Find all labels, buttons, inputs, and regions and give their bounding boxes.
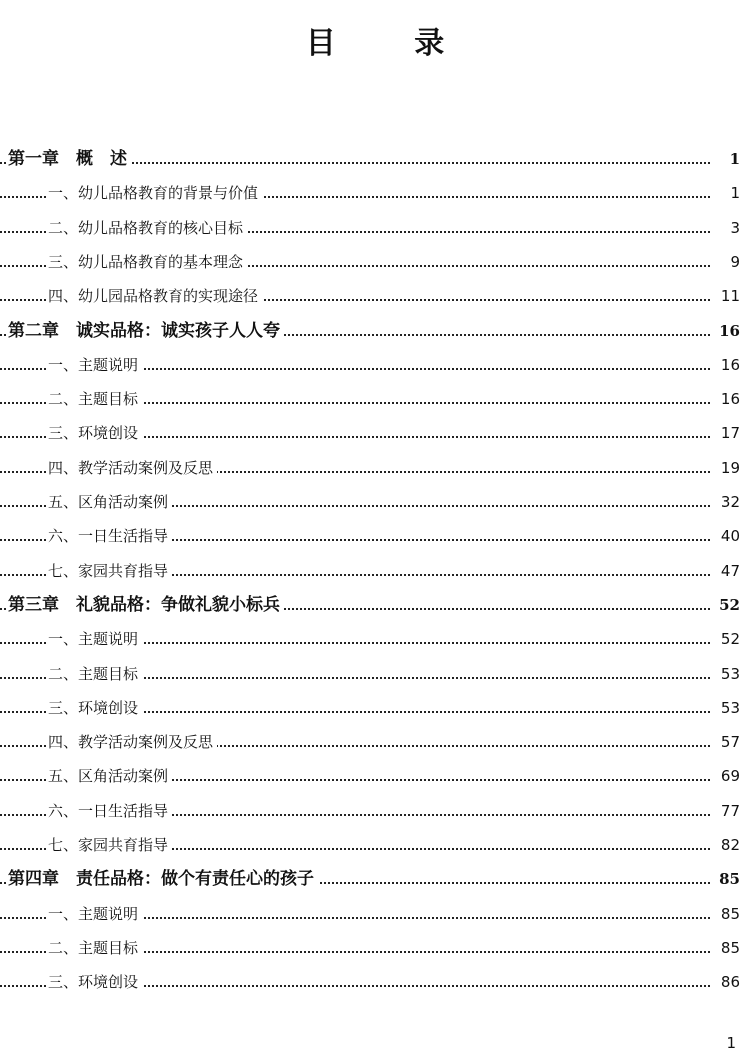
toc-entry-page: 77 bbox=[717, 794, 740, 828]
toc-entry-page: 86 bbox=[717, 965, 740, 999]
toc-entry-label: 第三章 礼貌品格：争做礼貌小标兵 bbox=[8, 588, 284, 622]
toc-section-entry[interactable] bbox=[0, 794, 750, 828]
toc-entry-label: 四、教学活动案例及反思 bbox=[48, 725, 217, 759]
toc-entry-label: 一、幼儿品格教育的背景与价值 bbox=[48, 176, 262, 210]
toc-entry-page: 53 bbox=[717, 657, 740, 691]
toc-chapter-entry[interactable] bbox=[0, 314, 750, 348]
toc-entry-label: 三、环境创设 bbox=[48, 965, 142, 999]
toc-entry-page: 53 bbox=[717, 691, 740, 725]
toc-entry-label: 二、幼儿品格教育的核心目标 bbox=[48, 211, 247, 245]
toc-entry-label: 二、主题目标 bbox=[48, 382, 142, 416]
toc-entry-page: 32 bbox=[717, 485, 740, 519]
toc-entry-label: 四、教学活动案例及反思 bbox=[48, 451, 217, 485]
page-title: 目 录 bbox=[305, 26, 479, 61]
toc-entry-page: 69 bbox=[717, 759, 740, 793]
toc-entry-label: 二、主题目标 bbox=[48, 931, 142, 965]
toc-entry-page: 16 bbox=[715, 314, 740, 348]
toc-entry-label: 一、主题说明 bbox=[48, 897, 142, 931]
toc-entry-page: 52 bbox=[717, 622, 740, 656]
toc-entry-page: 19 bbox=[717, 451, 740, 485]
toc-chapter-entry[interactable] bbox=[0, 142, 750, 176]
toc-section-entry[interactable] bbox=[0, 657, 750, 691]
toc-entry-label: 三、环境创设 bbox=[48, 691, 142, 725]
toc-entry-page: 85 bbox=[717, 931, 740, 965]
toc-section-entry[interactable] bbox=[0, 245, 750, 279]
toc-entry-label: 一、主题说明 bbox=[48, 622, 142, 656]
toc-section-entry[interactable] bbox=[0, 759, 750, 793]
page-number: 1 bbox=[726, 1034, 736, 1052]
toc-section-entry[interactable] bbox=[0, 725, 750, 759]
toc-entry-label: 第一章 概 述 bbox=[8, 142, 131, 176]
toc-chapter-entry[interactable] bbox=[0, 862, 750, 896]
toc-entry-page: 57 bbox=[717, 725, 740, 759]
toc-entry-page: 1 bbox=[726, 176, 740, 210]
toc-section-entry[interactable] bbox=[0, 348, 750, 382]
toc-section-entry[interactable] bbox=[0, 965, 750, 999]
toc-entry-page: 16 bbox=[717, 382, 740, 416]
toc-section-entry[interactable] bbox=[0, 931, 750, 965]
toc-entry-page: 85 bbox=[717, 897, 740, 931]
toc-entry-label: 一、主题说明 bbox=[48, 348, 142, 382]
toc-entry-label: 六、一日生活指导 bbox=[48, 794, 172, 828]
toc-section-entry[interactable] bbox=[0, 451, 750, 485]
toc-section-entry[interactable] bbox=[0, 176, 750, 210]
toc-section-entry[interactable] bbox=[0, 828, 750, 862]
toc-entry-page: 47 bbox=[717, 554, 740, 588]
toc-section-entry[interactable] bbox=[0, 279, 750, 313]
toc-entry-page: 40 bbox=[717, 519, 740, 553]
toc-entry-page: 3 bbox=[726, 211, 740, 245]
toc-section-entry[interactable] bbox=[0, 416, 750, 450]
toc-chapter-entry[interactable] bbox=[0, 588, 750, 622]
toc-section-entry[interactable] bbox=[0, 519, 750, 553]
toc-section-entry[interactable] bbox=[0, 382, 750, 416]
toc-section-entry[interactable] bbox=[0, 691, 750, 725]
toc-section-entry[interactable] bbox=[0, 897, 750, 931]
toc-entry-label: 七、家园共育指导 bbox=[48, 554, 172, 588]
toc-entry-label: 三、幼儿品格教育的基本理念 bbox=[48, 245, 247, 279]
toc-section-entry[interactable] bbox=[0, 622, 750, 656]
toc-entry-page: 16 bbox=[717, 348, 740, 382]
toc-entry-page: 11 bbox=[717, 279, 740, 313]
toc-entry-label: 第二章 诚实品格：诚实孩子人人夸 bbox=[8, 314, 284, 348]
toc-entry-page: 17 bbox=[717, 416, 740, 450]
toc-entry-page: 82 bbox=[717, 828, 740, 862]
toc-entry-page: 52 bbox=[715, 588, 740, 622]
toc-entry-label: 二、主题目标 bbox=[48, 657, 142, 691]
toc-entry-label: 五、区角活动案例 bbox=[48, 759, 172, 793]
toc-entry-page: 1 bbox=[726, 142, 740, 176]
toc-entry-label: 三、环境创设 bbox=[48, 416, 142, 450]
toc-section-entry[interactable] bbox=[0, 554, 750, 588]
toc-entry-label: 第四章 责任品格：做个有责任心的孩子 bbox=[8, 862, 318, 896]
toc-entry-label: 五、区角活动案例 bbox=[48, 485, 172, 519]
toc-entry-label: 七、家园共育指导 bbox=[48, 828, 172, 862]
toc-entry-label: 六、一日生活指导 bbox=[48, 519, 172, 553]
toc-section-entry[interactable] bbox=[0, 211, 750, 245]
toc-entry-page: 85 bbox=[715, 862, 740, 896]
toc-section-entry[interactable] bbox=[0, 485, 750, 519]
toc-entry-page: 9 bbox=[726, 245, 740, 279]
toc-entry-label: 四、幼儿园品格教育的实现途径 bbox=[48, 279, 262, 313]
